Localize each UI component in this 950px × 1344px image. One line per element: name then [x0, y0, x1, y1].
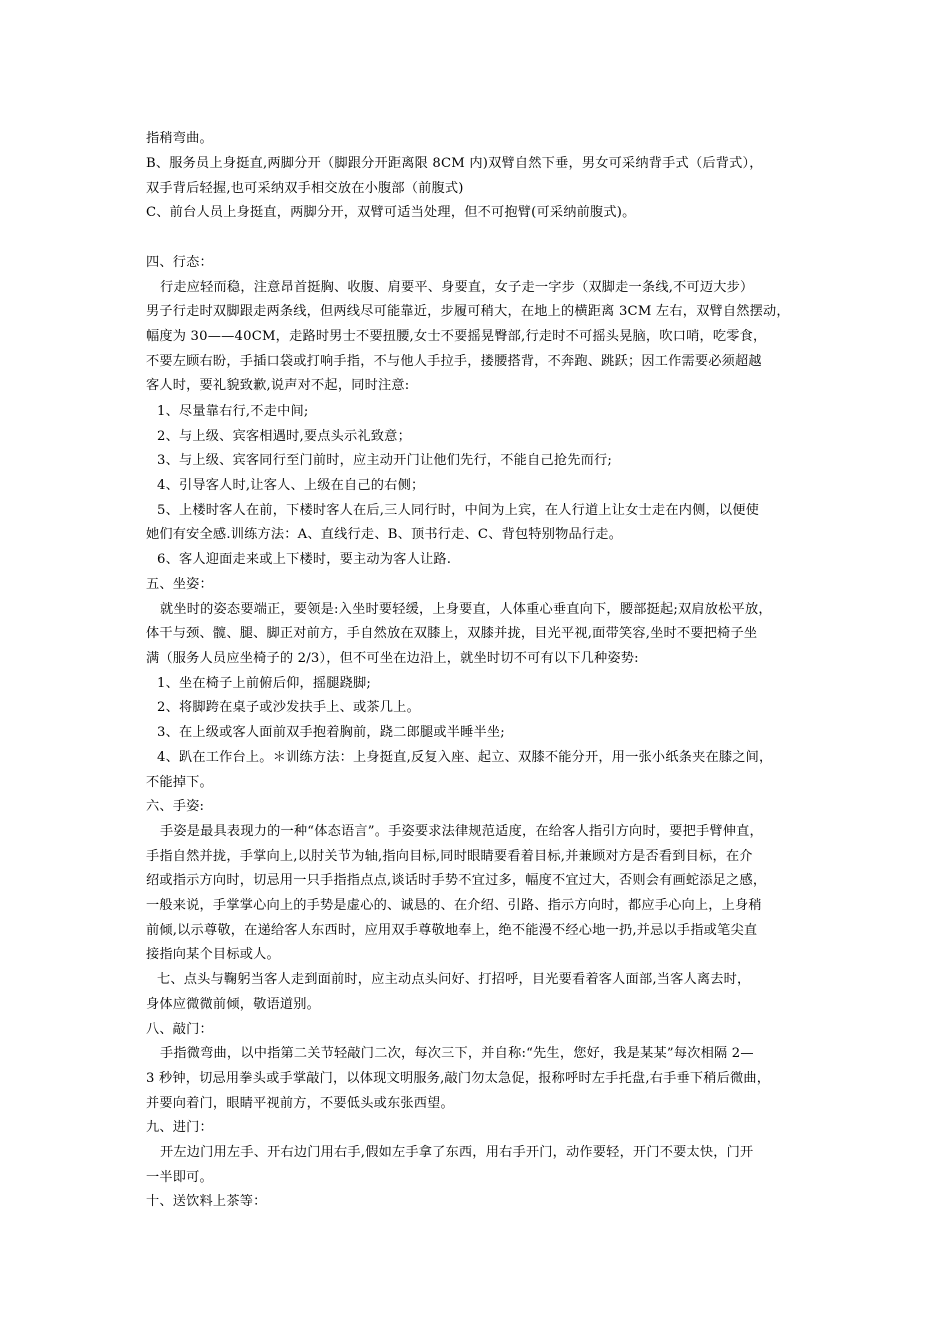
- section-heading: 十、送饮料上茶等：: [146, 1194, 267, 1209]
- text-line: 手指微弯曲，以中指第二关节轻敲门二次，每次三下，并自称:“先生，您好，我是某某”每次相隔 2—: [160, 1046, 754, 1061]
- text-line: 手指自然并拢，手掌向上,以肘关节为轴,指向目标,同时眼睛要看着目标,并兼顾对方是否看到目标，在介: [146, 849, 753, 864]
- section-heading: 八、敲门：: [146, 1022, 213, 1037]
- text-line: 幅度为 30——40CM，走路时男士不要扭腰,女士不要摇晃臀部,行走时不可摇头晃脑，吹口哨，吃零食，: [146, 329, 767, 344]
- section-heading: 九、进门：: [146, 1120, 213, 1135]
- list-item: 4、引导客人时,让客人、上级在自己的右侧；: [157, 478, 425, 493]
- text-line: 体干与颈、髋、腿、脚正对前方，手自然放在双膝上，双膝并拢，目光平视,面带笑容,坐时不要把椅子坐: [146, 626, 758, 641]
- text-line: 就坐时的姿态要端正，要领是:入坐时要轻缓，上身要直，人体重心垂直向下，腰部挺起;双肩放松平放，: [160, 602, 772, 617]
- text-line: 客人时，要礼貌致歉,说声对不起，同时注意:: [146, 378, 410, 393]
- text-line: 手姿是最具表现力的一种“体态语言”。手姿要求法律规范适度，在给客人指引方向时，要把手臂伸直，: [160, 824, 763, 839]
- text-line: 满（服务人员应坐椅子的 2/3），但不可坐在边沿上，就坐时切不可有以下几种姿势:: [146, 651, 639, 666]
- list-item: 5、上楼时客人在前，下楼时客人在后,三人同行时，中间为上宾，在人行道上让女士走在内侧，以便使: [157, 503, 760, 518]
- text-line: C、前台人员上身挺直，两脚分开，双臂可适当处理，但不可抱臂(可采纳前腹式)。: [146, 205, 636, 220]
- text-line: 前倾,以示尊敬，在递给客人东西时，应用双手尊敬地奉上，绝不能漫不经心地一扔,并忌以手指或笔尖直: [146, 923, 758, 938]
- text-line: 她们有安全感.训练方法：A、直线行走、B、顶书行走、C、背包特别物品行走。: [146, 527, 623, 542]
- section-heading: 五、坐姿：: [146, 577, 213, 592]
- list-item: 3、与上级、宾客同行至门前时，应主动开门让他们先行，不能自己抢先而行;: [157, 453, 613, 468]
- text-line: 绍或指示方向时，切忌用一只手指指点点,谈话时手势不宜过多，幅度不宜过大，否则会有画蛇添足之感，: [146, 873, 767, 888]
- section-heading: 六、手姿:: [146, 799, 205, 814]
- text-line: 一半即可。: [146, 1170, 213, 1185]
- text-line: 男子行走时双脚跟走两条线，但两线尽可能靠近，步履可稍大，在地上的横距离 3CM 左右，双臂自然摆动，: [146, 304, 790, 319]
- text-line: 接指向某个目标或人。: [146, 947, 280, 962]
- list-item: 1、坐在椅子上前俯后仰，摇腿跷脚;: [157, 676, 372, 691]
- list-item: 2、与上级、宾客相遇时,要点头示礼致意；: [157, 429, 411, 444]
- list-item: 1、尽量靠右行,不走中间;: [157, 404, 309, 419]
- list-item: 6、客人迎面走来或上下楼时，要主动为客人让路.: [157, 552, 452, 567]
- section-heading: 四、行态：: [146, 255, 213, 270]
- text-line: 一般来说，手掌掌心向上的手势是虚心的、诚恳的、在介绍、引路、指示方向时，都应手心向上，上身稍: [146, 898, 762, 913]
- text-line: B、服务员上身挺直,两脚分开（脚跟分开距离限 8CM 内)双臂自然下垂，男女可采纳背手式（后背式），: [146, 156, 763, 171]
- section-heading: 七、点头与鞠躬当客人走到面前时，应主动点头问好、打招呼，目光要看着客人面部,当客人离去时，: [157, 972, 751, 987]
- text-line: 开左边门用左手、开右边门用右手,假如左手拿了东西，用右手开门，动作要轻，开门不要太快，门开: [160, 1145, 754, 1160]
- text-line: 指稍弯曲。: [146, 131, 213, 146]
- text-line: 行走应轻而稳，注意昂首挺胸、收腹、肩要平、身要直，女子走一字步（双脚走一条线,不可迈大步）: [160, 280, 754, 295]
- text-line: 不能掉下。: [146, 775, 213, 790]
- text-line: 身体应微微前倾，敬语道别。: [146, 997, 321, 1012]
- text-line: 并要向着门，眼睛平视前方，不要低头或东张西望。: [146, 1096, 454, 1111]
- text-line: 3 秒钟，切忌用拳头或手掌敲门，以体现文明服务,敲门勿太急促，报称呼时左手托盘,右手垂下稍后微曲，: [146, 1071, 771, 1086]
- list-item: 2、将脚跨在桌子或沙发扶手上、或茶几上。: [157, 700, 420, 715]
- list-item: 3、在上级或客人面前双手抱着胸前，跷二郎腿或半睡半坐;: [157, 725, 505, 740]
- list-item: 4、趴在工作台上。＊训练方法：上身挺直,反复入座、起立、双膝不能分开，用一张小纸条夹在膝之间，: [157, 750, 773, 765]
- text-line: 不要左顾右盼，手插口袋或打响手指，不与他人手拉手，搂腰搭背，不奔跑、跳跃；因工作需要必须超越: [146, 354, 762, 369]
- text-line: 双手背后轻握,也可采纳双手相交放在小腹部（前腹式): [146, 181, 464, 196]
